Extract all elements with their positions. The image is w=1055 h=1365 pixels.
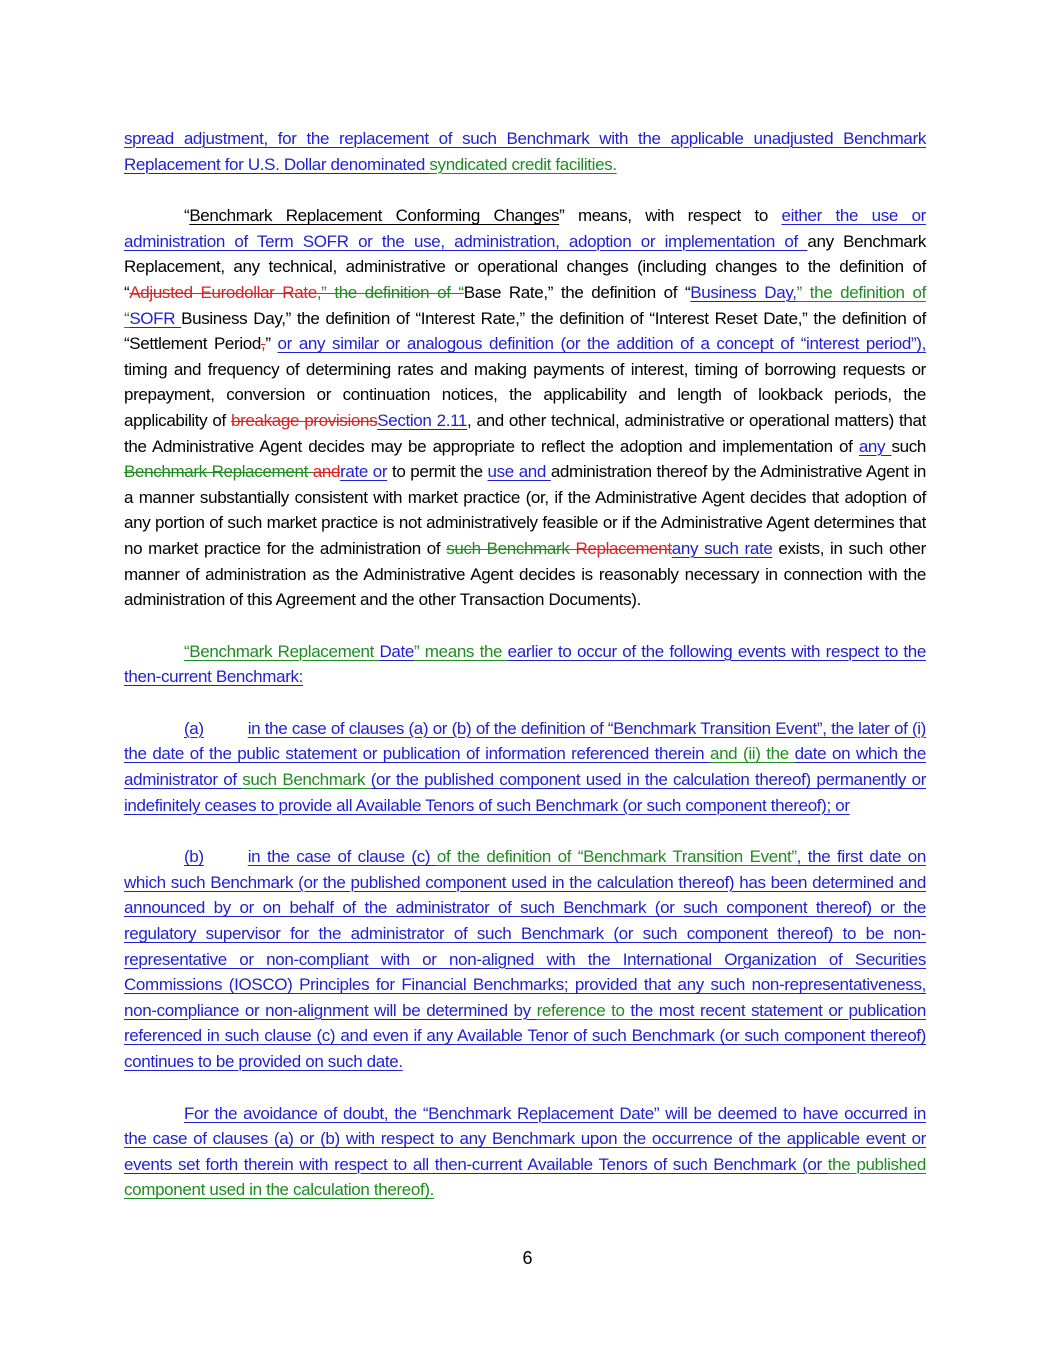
text-segment: ” — [265, 334, 278, 354]
text-segment: , the first date on which such Benchmark (or the published component used in the calculation thereof) has been determined and announced by or on behalf of the administrator of such Benchmark (or such component thereof) or the regulatory supervisor for the administrator of such Benchmark (or such component thereof) to be non-representative or non-compliant with or non-aligned with the International Organization of Securities Commissions (IOSCO) Principles for Financial Benchmarks; provided that any such non-representativeness, non-compliance or non-alignment will be determined by — [124, 847, 927, 1020]
text-segment: “ — [184, 206, 190, 226]
text-segment: such Benchmark — [446, 538, 576, 558]
text-segment: Business Day, — [690, 282, 797, 302]
text-segment: Replacement — [575, 538, 672, 558]
text-segment: the most recent statement or publication referenced in such clause (c) and even if any Available Tenor of such Benchmark (or such component thereof) continues to be provided on such date. — [124, 1000, 926, 1071]
paragraph — [124, 1101, 926, 1203]
text-segment: earlier to occur of the following events with respect to the then-current Benchmark: — [124, 641, 927, 687]
page-number: 6 — [522, 1248, 533, 1268]
text-segment: of the definition of “Benchmark Transition Event” — [436, 847, 797, 867]
text-segment: Benchmark Replacement — [124, 462, 313, 482]
text-segment: such Benchmark — [242, 770, 371, 790]
text-segment: or any similar or analogous definition (or the addition of a concept of “interest period”), — [277, 334, 926, 354]
text-segment: ” means the — [413, 641, 508, 661]
text-segment: any — [858, 436, 892, 456]
text-segment: and — [312, 462, 341, 482]
text-segment: such — [891, 436, 927, 456]
text-segment: (or the published component used in the calculation thereof) permanently or indefinitely ceases to provide all Available Tenors of such Benchmark (or such component thereof); or — [124, 770, 927, 815]
text-segment: exists, in such other manner of administration as the Administrative Agent decides is reasonably necessary in connection with the administration of this Agreement and the other Transaction Documents). — [124, 538, 926, 610]
text-segment: administration thereof by the Administrative Agent in a manner substantially consistent with market practice (or, if the Administrative Agent decides that adoption of any portion of such market practice is not administratively feasible or if the Administrative Agent determines that no market practice for the administration of — [124, 462, 926, 558]
text-segment: breakage provisions — [231, 410, 378, 430]
text-segment: syndicated credit facilities. — [429, 154, 617, 174]
text-segment: SOFR — [129, 308, 182, 328]
paragraph — [124, 639, 926, 690]
text-segment: in the case of clause (c) — [247, 847, 437, 867]
text-segment: use and — [487, 462, 551, 482]
text-segment: rate or — [340, 462, 388, 482]
text-segment: Section 2.11 — [377, 410, 468, 430]
paragraph — [124, 716, 926, 818]
text-segment: in the case of clauses (a) or (b) of the definition of “Benchmark Transition Event”, the later of (i) the date of the public statement or publication of information referenced therein — [124, 718, 926, 764]
text-segment: (b) — [184, 847, 204, 867]
text-segment: date on which the administrator of — [124, 744, 927, 790]
text-segment: , — [260, 334, 266, 354]
text-segment: timing and frequency of determining rates and making payments of interest, timing of borrowing requests or prepayment, conversion or continuation notices, the applicability and length of lookback periods, the applicability of — [124, 359, 926, 430]
paragraph — [124, 203, 926, 613]
text-segment: ” the definition of “ — [124, 282, 926, 328]
text-segment: (a) — [184, 718, 204, 738]
text-segment: Business Day,” the definition of “Interest Rate,” the definition of “Interest Reset Date,” the definition of “Settlement Period — [124, 308, 926, 354]
text-segment: For the avoidance of doubt, the “Benchmark Replacement Date” will be deemed to have occurred in the case of clauses (a) or (b) with respect to any Benchmark upon the occurrence of the applicable event or events set forth therein with respect to all then-current Available Tenors of such Benchmark (or — [124, 1103, 926, 1174]
text-segment: ” means, with respect to — [559, 206, 782, 226]
text-segment: , and other technical, administrative or operational matters) that the Administrative Agent decides may be appropriate to reflect the adoption and implementation of — [124, 410, 926, 456]
text-segment: Date — [379, 641, 414, 661]
text-segment: Benchmark Replacement Conforming Changes — [189, 206, 560, 226]
text-segment: Base Rate,” the definition of “ — [463, 282, 691, 302]
text-segment: any such rate — [671, 538, 773, 558]
text-segment: either the use or administration of Term SOFR or the use, administration, adoption or implementation of — [124, 206, 926, 251]
text-segment: ,” the definition of “ — [316, 282, 464, 302]
paragraph — [124, 126, 926, 177]
document-body — [124, 126, 926, 1229]
text-segment: spread adjustment, for the replacement of such Benchmark with the applicable unadjusted Benchmark Replacement for U.S. Dollar denominated — [124, 129, 926, 174]
paragraph — [124, 844, 926, 1074]
text-segment: Adjusted Eurodollar Rate — [129, 282, 317, 302]
text-segment: “Benchmark Replacement — [184, 641, 380, 661]
text-segment: and (ii) the — [709, 744, 795, 764]
text-segment: any Benchmark Replacement, any technical, administrative or operational changes (including changes to the definition of “ — [124, 231, 926, 302]
text-segment: to permit the — [387, 462, 488, 482]
text-segment: reference to — [536, 1000, 631, 1020]
text-segment: the published component used in the calculation thereof). — [124, 1154, 926, 1200]
